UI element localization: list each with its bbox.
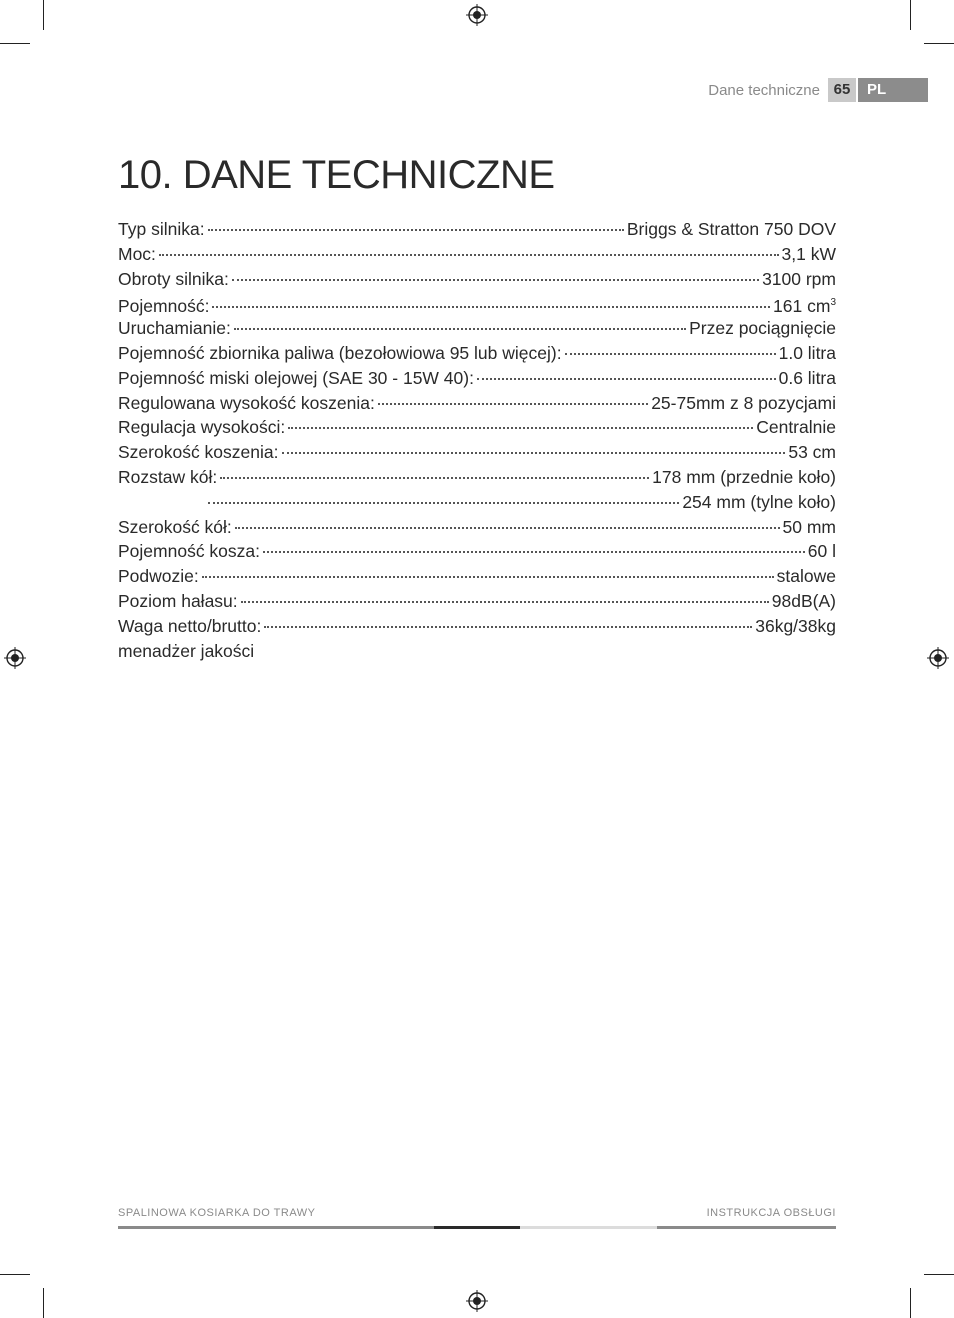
spec-value xyxy=(772,589,836,614)
spec-value xyxy=(651,391,836,416)
spec-value xyxy=(762,267,836,292)
spec-value xyxy=(779,341,836,366)
spec-label: Pojemność miski olejowej (SAE 30 - 15W 40): xyxy=(118,367,474,388)
page-number: 65 xyxy=(828,78,856,102)
registration-mark-icon xyxy=(466,1290,488,1312)
dot-leader xyxy=(288,427,753,429)
spec-row xyxy=(118,614,836,639)
dot-leader xyxy=(202,576,774,578)
spec-label: Typ silnika: xyxy=(118,219,205,239)
spec-value xyxy=(627,217,836,242)
spec-value-text: 1.0 litra xyxy=(778,342,836,363)
spec-label: Uruchamianie: xyxy=(118,318,231,339)
spec-row xyxy=(118,267,836,292)
footer-product-name: SPALINOWA KOSIARKA DO TRAWY xyxy=(118,1207,316,1219)
spec-value xyxy=(682,490,836,515)
spec-value-text: Briggs & Stratton 750 DOV xyxy=(626,219,836,239)
registration-mark-icon xyxy=(927,647,949,669)
spec-row xyxy=(118,589,836,614)
spec-label: Pojemność kosza: xyxy=(118,541,261,562)
footer-rule xyxy=(657,1226,836,1229)
running-header-section: Dane techniczne xyxy=(708,82,820,99)
spec-row xyxy=(118,539,836,564)
dot-leader xyxy=(264,626,752,628)
spec-value xyxy=(782,242,836,267)
registration-mark-icon xyxy=(466,4,488,26)
spec-list xyxy=(118,217,836,663)
crop-mark xyxy=(910,0,911,30)
language-tab: PL xyxy=(858,78,928,102)
dot-leader xyxy=(282,452,786,454)
spec-value xyxy=(756,415,836,440)
dot-leader xyxy=(234,328,686,330)
spec-value-superscript: 3 xyxy=(830,297,836,309)
spec-value-text: 0.6 litra xyxy=(778,367,836,388)
spec-value-text: stalowe xyxy=(776,566,836,587)
spec-label: Obroty silnika: xyxy=(118,268,229,289)
spec-value xyxy=(689,316,836,341)
spec-row xyxy=(118,465,836,490)
crop-mark xyxy=(924,43,954,44)
spec-value-text: 254 mm (tylne koło) xyxy=(682,491,836,512)
spec-row xyxy=(118,291,836,316)
spec-row xyxy=(118,515,836,540)
footer-rule xyxy=(434,1226,520,1229)
spec-value-text: 53 cm xyxy=(788,442,836,463)
spec-row xyxy=(118,639,836,664)
dot-leader xyxy=(378,403,648,405)
dot-leader xyxy=(241,601,769,603)
spec-label: Poziom hałasu: xyxy=(118,590,238,611)
spec-value xyxy=(788,440,836,465)
spec-label: Szerokość koszenia: xyxy=(118,442,279,463)
dot-leader xyxy=(263,551,805,553)
spec-value-text: 3,1 kW xyxy=(781,243,836,264)
spec-value xyxy=(779,366,836,391)
spec-row xyxy=(118,242,836,267)
spec-row xyxy=(118,415,836,440)
spec-label: Rozstaw kół: xyxy=(118,466,218,487)
spec-value-text: 36kg/38kg xyxy=(755,615,836,636)
crop-mark xyxy=(43,0,44,30)
spec-label: Regulowana wysokość koszenia: xyxy=(118,392,375,413)
spec-value xyxy=(755,614,836,639)
dot-leader xyxy=(232,279,759,281)
spec-label: Pojemność zbiornika paliwa (bezołowiowa 95 lub więcej): xyxy=(118,342,562,363)
crop-mark xyxy=(0,1274,30,1275)
spec-value-text: 25-75mm z 8 pozycjami xyxy=(651,392,836,413)
spec-label: menadżer jakości xyxy=(118,640,255,661)
spec-value-text: 3100 rpm xyxy=(762,268,836,289)
spec-value xyxy=(808,539,836,564)
spec-row xyxy=(118,217,836,242)
spec-row xyxy=(118,490,836,515)
footer-rule xyxy=(118,1226,434,1229)
spec-value-text: Przez pociągnięcie xyxy=(689,318,836,339)
spec-row xyxy=(118,366,836,391)
spec-value-text: 60 l xyxy=(807,541,836,562)
crop-mark xyxy=(43,1288,44,1318)
spec-value xyxy=(783,515,836,540)
dot-leader xyxy=(565,353,776,355)
page-title: 10. DANE TECHNICZNE xyxy=(118,153,555,197)
footer-rule xyxy=(520,1226,657,1229)
spec-value-text: Centralnie xyxy=(756,417,836,438)
spec-value-text: 178 mm (przednie koło) xyxy=(652,466,836,487)
crop-mark xyxy=(924,1274,954,1275)
spec-row xyxy=(118,440,836,465)
spec-value-text: 161 cm xyxy=(773,296,831,317)
footer-document-type: INSTRUKCJA OBSŁUGI xyxy=(706,1207,836,1219)
spec-row xyxy=(118,316,836,341)
spec-value xyxy=(652,465,836,490)
spec-row xyxy=(118,564,836,589)
dot-leader xyxy=(477,378,776,380)
spec-value-text: 50 mm xyxy=(782,516,836,537)
registration-mark-icon xyxy=(4,647,26,669)
dot-leader xyxy=(212,306,770,308)
spec-value-text: 98dB(A) xyxy=(771,590,836,611)
dot-leader xyxy=(235,527,780,529)
spec-value xyxy=(777,564,836,589)
spec-value xyxy=(773,291,836,319)
dot-leader xyxy=(208,502,679,504)
spec-label: Waga netto/brutto: xyxy=(118,615,262,636)
spec-label: Szerokość kół: xyxy=(118,516,232,537)
spec-label: Regulacja wysokości: xyxy=(118,417,286,438)
dot-leader xyxy=(220,477,649,479)
dot-leader xyxy=(208,229,624,231)
crop-mark xyxy=(910,1288,911,1318)
spec-label: Moc: xyxy=(118,243,156,264)
spec-label: Pojemność: xyxy=(118,296,210,317)
crop-mark xyxy=(0,43,30,44)
spec-row xyxy=(118,341,836,366)
spec-label: Podwozie: xyxy=(118,566,199,587)
dot-leader xyxy=(159,254,779,256)
spec-row xyxy=(118,391,836,416)
